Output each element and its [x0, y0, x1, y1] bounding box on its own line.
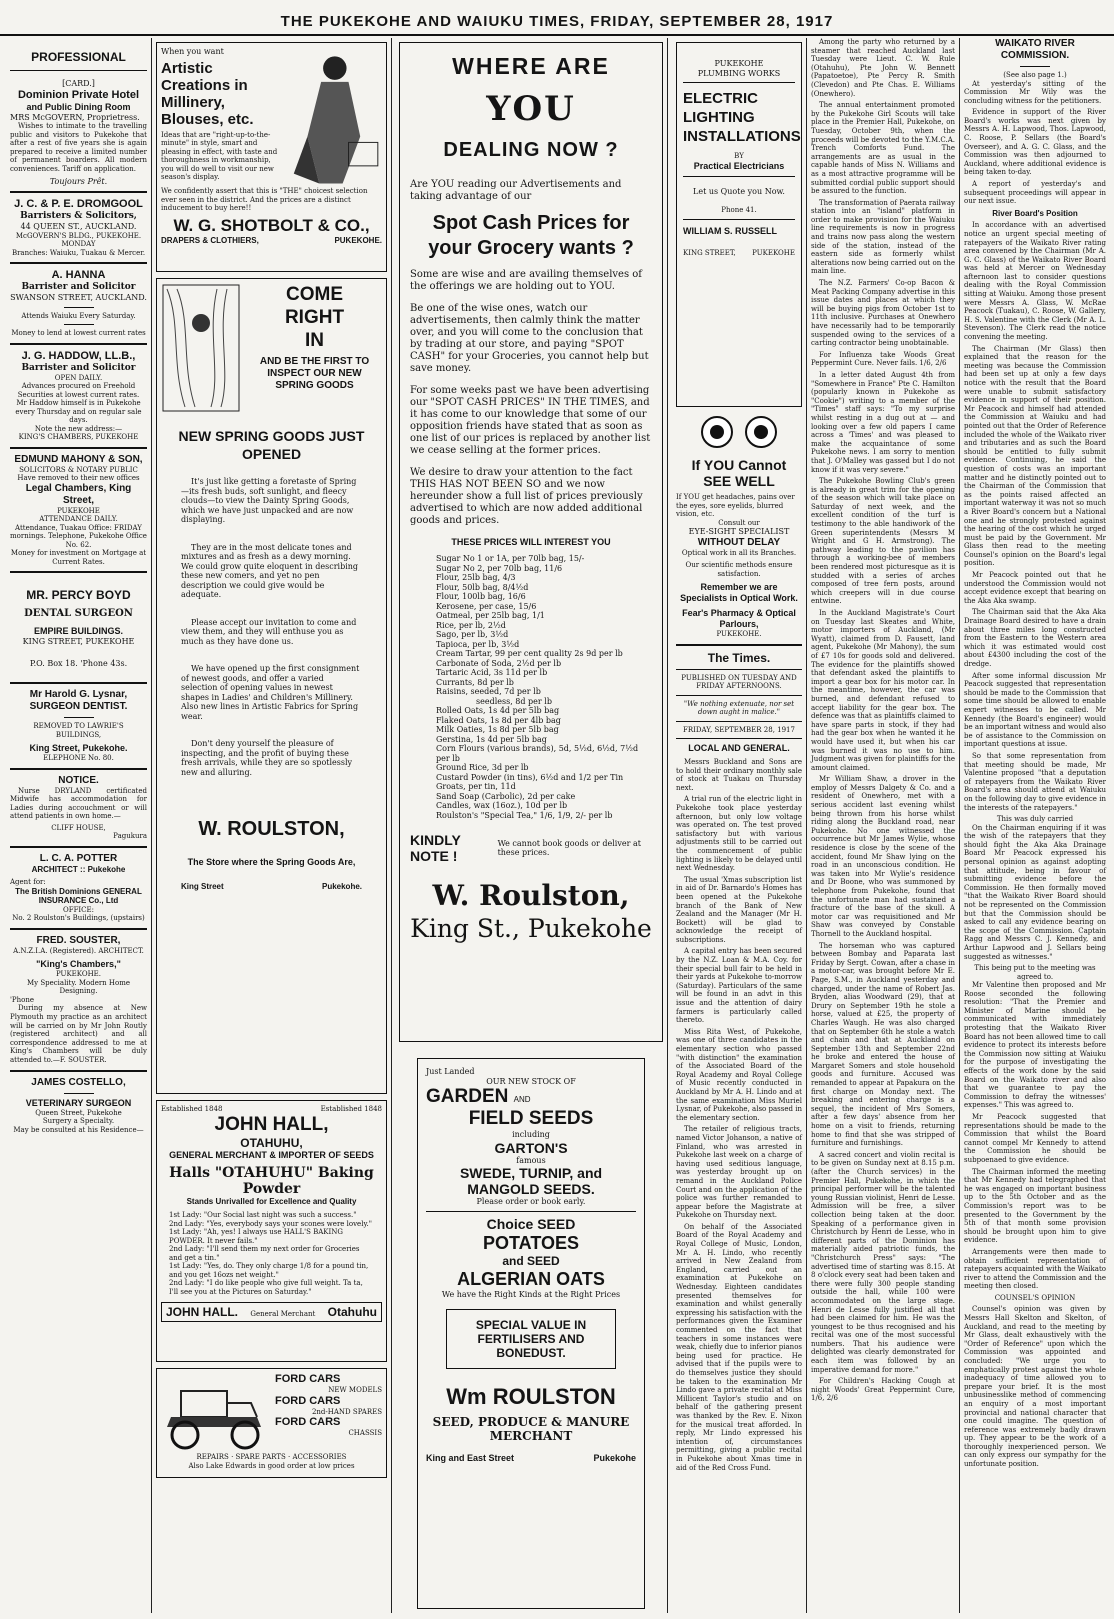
card-line: "King's Chambers," [36, 959, 121, 970]
advert-line: Remember we are Specialists in Optical Work. [680, 582, 798, 603]
car-illustration [161, 1373, 271, 1453]
curtain-illustration [161, 283, 241, 413]
footer-right: Otahuhu [327, 1305, 377, 1319]
ford-cars-label: FORD CARS [275, 1416, 341, 1428]
card-line: OFFICE: [62, 905, 95, 914]
advert-title: ELECTRIC LIGHTING INSTALLATIONS [683, 90, 801, 145]
plumbing-advert [676, 42, 802, 407]
card-line: Mr Haddow himself is in Pukekohe every Thursday and on regular sale days. [15, 399, 142, 425]
news-paragraph: Among the party who returned by a steamer that reached Auckland last Tuesday were Lieut. C. W. Rule (Otahuhu), Pte John W. Bennett (Papatoetoe), Pte Percy R. Smith (Clevedon) and Pte Chas. E. Williams (Onewhero). [811, 38, 955, 98]
dialogue-line: 2nd Lady: "Yes, everybody says your scones were lovely." [169, 1219, 372, 1228]
card-line: EMPIRE BUILDINGS. [33, 626, 123, 637]
news-paragraph: Mr Peacock pointed out that he understood the Commission would not accept evidence except that bearing on the Aka Aka swamp. [964, 571, 1106, 605]
advert-subheading: AND BE THE FIRST TO INSPECT OUR NEW SPRING GOODS [259, 356, 370, 391]
advert-product: Halls "OTAHUHU" Baking Powder [169, 1164, 374, 1197]
advert-sub: Practical Electricians [693, 160, 785, 171]
card-name: Mr Harold G. Lysnar, [29, 689, 128, 701]
ford-cars-label: FORD CARS [275, 1373, 341, 1385]
advert-line: BY [734, 152, 744, 160]
advert-tagline: Stands Unrivalled for Excellence and Quality [186, 1196, 357, 1206]
eyesight-advert [676, 415, 802, 639]
ford-note: CHASSIS [348, 1429, 382, 1437]
card-name: FRED. SOUSTER, [36, 934, 121, 946]
price-item: Cream Tartar, 99 per cent quality 2s 9d per lb [436, 649, 623, 658]
card-line: 'Phone [10, 995, 35, 1004]
news-paragraph: Evidence in support of the River Board's works was next given by Messrs A. H. Lapwood, Thos. Lapwood, C. Roose, P. Sellars (the Board's Overseer), and A. G. C. Glass, and the Commission was then adjourned to Auckland, where additional evidence is being taken to-day. [964, 108, 1106, 177]
masthead: THE PUKEKOHE AND WAIUKU TIMES, FRIDAY, SEPTEMBER 28, 1917 [0, 0, 1114, 36]
card-line: Advances procured on Freehold Securities at lowest current rates. [17, 382, 140, 399]
eye-icon [700, 415, 734, 449]
lady-illustration [284, 47, 382, 187]
price-item: Milk Oaties, 1s 8d per 5lb bag [436, 725, 559, 734]
kindly-note: KINDLY NOTE ! [410, 832, 461, 864]
advert-line: Optical work in all its Branches. [681, 548, 797, 557]
card-line: Attendance, Tuakau Office: FRIDAY mornings. Telephone, Pukekohe Office No. 62. [10, 523, 147, 549]
advert-text: Ideas that are "right-up-to-the-minute" in style, smart and pleasing in effect, with taste and thoroughness in workmanship, you will do well to visit our new season's display. [161, 130, 278, 181]
times-pub: PUBLISHED ON TUESDAY AND FRIDAY AFTERNOONS. [681, 673, 797, 690]
card-line: ELEPHONE No. 80. [43, 754, 114, 763]
section-heading: LOCAL AND GENERAL. [688, 743, 790, 753]
news-paragraph: Counsel's opinion was given by Messrs Hall Skelton and Skelton, of Auckland, and read to the meeting by Mr Glass, dealt exhaustively with the "Order of Reference" upon which the Commission was appointed and concluded: "We urge you to emphatically protest against the whole inadequacy of time allowed you to prepare your brief. It is the most unbusinesslike method of commencing an enquiry of a most important provincial and national character that one could imagine. The question of reference was extremely badly drawn up. They appear to be the work of a thoroughly inexperienced person. We can only express our sympathy for the unfortunate position. [964, 1305, 1106, 1469]
card-haddow [10, 350, 147, 442]
ford-cars-advert [156, 1368, 387, 1478]
advert-heading: and SEED [502, 1253, 560, 1268]
advert-heading: ALGERIAN OATS [457, 1268, 605, 1289]
price-item: Oatmeal, per 25lb bag, 1/1 [436, 611, 545, 620]
news-paragraph: At yesterday's sitting of the Commission Mr Wily was the concluding witness for the petitioners. [964, 79, 1106, 105]
card-line: Money to lend at lowest current rates [11, 329, 146, 338]
card-line: May be consulted at his Residence— [13, 1125, 144, 1134]
card-potter [10, 853, 147, 923]
price-item: Flour, 50lb bag, 8/4½d [436, 582, 529, 592]
card-name: J. G. HADDOW, LL.B., [21, 349, 136, 362]
card-line: No. 2 Roulston's Buildings, (upstairs) [12, 914, 145, 923]
card-line: MONDAY [61, 240, 96, 249]
news-paragraph: After some informal discussion Mr Peacock suggested that representation should be made to the Commission that some time should be allowed to enable expert witnesses to be called. Mr Kennedy (the Board's engineer) would be an important witness and would also be of assistance to the Commission on important questions at issue. [964, 671, 1106, 749]
price-item: Carbonate of Soda, 2½d per lb [436, 658, 562, 668]
card-line: KING STREET, PUKEKOHE [22, 637, 135, 647]
card-notice [10, 775, 147, 841]
advert-heading: YOU [486, 89, 576, 129]
dialogue-line: 2nd Lady: "I'll send them my next order for Groceries and get a tin." [169, 1245, 360, 1262]
card-costello [10, 1077, 147, 1135]
advert-firm: W. G. SHOTBOLT & CO., [173, 215, 370, 235]
news-paragraph: This was duly carried [996, 815, 1074, 824]
card-sub: and Public Dining Room [26, 101, 131, 112]
times-date: FRIDAY, SEPTEMBER 28, 1917 [683, 725, 795, 734]
advert-paragraph: We have opened up the first consignment of newest goods, and offer a varied selection of opening values in newest shapes in Ladies' and Children's Millinery. Also new lines in Artistic Fabrics for Spring wear. [181, 664, 360, 721]
news-paragraph: Mr Peacock suggested that representations should be made to the Commission that whilst the Board cannot compel Mr Kennedy to attend the Commission he should be subpoenaed to give evidence. [964, 1113, 1106, 1164]
dialogue-line: 1st Lady: "Yes, do. They only charge 1/8 for a pound tin, and you get 16ozs net weight." [169, 1262, 369, 1279]
eye-icon [744, 415, 778, 449]
price-item: Sago, per lb, 3½d [436, 630, 509, 639]
advert-intro: When you want [161, 47, 224, 56]
advert-heading: Choice SEED [486, 1215, 576, 1232]
advert-right: PUKEKOHE [752, 248, 795, 257]
price-item: Sand Soap (Carbolic), 2d per cake [436, 791, 576, 801]
article-note: (See also page 1.) [1003, 71, 1067, 79]
card-line: McGOVERN'S BLDG., PUKEKOHE. [15, 231, 142, 240]
price-item: Corn Flours (various brands), 5d, 5½d, 6½d, 7½d per lb [436, 744, 639, 763]
advert-paragraph: Don't deny yourself the pleasure of inspecting, and the profit of buying these fresh arrivals, while they are so spotlessly new and alluring. [181, 739, 353, 777]
advert-heading: GARTON'S [494, 1139, 568, 1156]
advert-line: Consult our [718, 518, 760, 527]
card-dromgool [10, 198, 147, 257]
footer-mid: General Merchant [250, 1310, 316, 1318]
card-line: CLIFF HOUSE, [51, 823, 106, 832]
card-text: Wishes to intimate to the travelling public and visitors to Pukekohe that after a rest of five years she is again prepared to receive a limited number of permanent boarders. All modern conveniences. Tariff on application. [10, 122, 147, 173]
advert-left: King and East Street [426, 1453, 515, 1463]
ford-note: NEW MODELS [328, 1386, 382, 1394]
advert-line: Our scientific methods ensure satisfaction. [685, 561, 793, 578]
card-addr: 44 QUEEN ST., AUCKLAND. [20, 222, 137, 232]
card-line: My Speciality. Modern Home Designing. [26, 978, 131, 996]
price-item: Sugar No 1 or 1A, per 70lb bag, 15/- [436, 554, 585, 563]
card-line: Branches: Waiuku, Tuakau & Mercer. [11, 248, 146, 257]
advert-heading: FIELD SEEDS [468, 1108, 594, 1129]
advert-column-3 [395, 38, 668, 1613]
advert-title: If YOU Cannot SEE WELL [691, 457, 787, 489]
article-subheading: COUNSEL'S OPINION [994, 1293, 1076, 1302]
special-value-box: SPECIAL VALUE IN FERTILISERS AND BONEDUST. [446, 1309, 616, 1369]
card-name: J. C. & P. E. DROMGOOL [14, 198, 143, 211]
card-line: The British Dominions GENERAL INSURANCE Co., Ltd [15, 886, 142, 906]
card-line: Queen Street, Pukekohe [35, 1108, 122, 1117]
card-line: REMOVED TO LAWRIE'S BUILDINGS, [33, 722, 124, 739]
card-prop: MRS McGOVERN, Proprietress. [10, 112, 140, 122]
price-item: Roulston's "Special Tea," 1/6, 1/9, 2/- per lb [436, 810, 613, 820]
price-item: Currants, 8d per lb [436, 677, 514, 687]
card-role: Barrister and Solicitor [21, 282, 136, 293]
news-paragraph: In accordance with an advertised notice an urgent special meeting of ratepayers of the Waikato River rating area convened by the Chairman (Mr A. G. C. Glass) of the Waikato River Board was held at Mercer on Wednesday afternoon last to consider questions dealing with the Royal Commission sitting at Waiuku. Among those present were Messrs A. Glass, W. McRae Peacock (Tuakau), C. Roose, W. Gallery, H. S. Valentine with the Clerk (Mr A. L. Stevenson). The Clerk read the notice convening the meeting. [964, 221, 1106, 342]
shotbolt-advert [156, 42, 387, 272]
card-lysnar [10, 689, 147, 763]
price-item: Sugar No 2, per 70lb bag, 11/6 [436, 563, 563, 573]
card-souster [10, 935, 147, 1065]
card-line: PUKEKOHE. [55, 970, 102, 979]
news-paragraph: Miss Rita West, of Pukekohe, was one of three candidates in the elementary section who passed "with distinction" the examination of the Associated Board of the Royal Academy and Royal College of Music recently conducted in Auckland by Mr A. H. Lindo and at the same examination Miss Muriel Lysnar, of Pukekohe, also passed in the elementary section. [676, 1027, 802, 1122]
card-line: Agent for: [10, 878, 46, 887]
news-paragraph: In the Auckland Magistrate's Court on Tuesday last Skeates and White, motor importers of Auckland, (Mr Wyatt), claimed from D. Fausett, land agent, Pukekohe (Mr Mahony), the sum of £7 10s for goods sold and delivered. The evidence for the plaintiffs showed that defendant asked the plaintiffs to import a gear box for his motor car. In the meantime, however, the car was burned, and defendant refused to accept liability for the gear box. The defence was that as plaintiffs claimed to have spare parts in stock, if they had had the gear box when he wanted it he would have used it, but when his car was burned it was no use to him. Judgment was given for plaintiffs for the amount claimed. [811, 609, 955, 772]
news-paragraph: Arrangements were then made to obtain sufficient representation of ratepayers acquainted with the Waikato river to attend the Commission and the meeting then closed. [964, 1247, 1106, 1291]
card-name: MR. PERCY BOYD [26, 588, 131, 603]
advert-place: King St., Pukekohe [410, 914, 652, 943]
spot-cash-advert [399, 42, 663, 1042]
advert-paragraph: They are in the most delicate tones and mixtures and as fresh as a dewy morning. We could grow quite eloquent in describing these new comers, and yet no pen description we could give would be adequate. [181, 542, 359, 599]
news-paragraph: On the Chairman enquiring if it was the wish of the ratepayers that they should fight the Aka Aka Drainage Board Mr Peacock expressed his personal opinion as against adopting that attitude, being in favour of submitting evidence before the Commission. He then formally moved "that the Waikato River Board should not be represented on the Commission but that the Commission should be asked to call any evidence bearing on the scope of the Commission. Captain Ragg and Messrs C. J. Kennedy, and Arthur Lapwood and J. Sellars being suggested as witnesses." [964, 823, 1106, 961]
advert-firm: JOHN HALL, [214, 1113, 329, 1135]
price-item: Custard Powder (in tins), 6½d and 1/2 per Tin [436, 772, 624, 782]
advert-left: KING STREET, [683, 248, 736, 257]
advert-line: WITHOUT DELAY [697, 536, 781, 548]
card-line: P.O. Box 18. 'Phone 43s. [29, 658, 128, 668]
ford-note: 2nd-HAND SPARES [311, 1407, 382, 1416]
news-column-6 [960, 38, 1110, 1613]
dialogue [161, 1211, 382, 1296]
advert-line: Let us Quote you Now. [693, 186, 785, 196]
john-hall-advert [156, 1100, 387, 1362]
advert-left: King Street [181, 882, 224, 891]
card-line: King Street, Pukekohe. [29, 743, 128, 754]
advert-intro: Just Landed [426, 1067, 475, 1076]
card-line: Money for investment on Mortgage at Current Rates. [10, 549, 147, 566]
advert-line: EYE-SIGHT SPECIALIST [688, 527, 790, 536]
local-and-general [676, 743, 802, 1472]
advert-text: If YOU get headaches, pains over the eyes, sore eyelids, blurred vision, etc. [676, 493, 795, 518]
advert-line: Please order or book early. [476, 1197, 586, 1206]
advert-paragraph: Be one of the wise ones, watch our advertisements, then calmly think the matter over, and you will come to the conclusion that by trading at our store, and paying "SPOT CASH" for your Groceries, you cannot help but save money. [410, 303, 649, 374]
dialogue-line: 1st Lady: "Ah, yes! I always use HALL'S BAKING POWDER. It never fails." [169, 1228, 344, 1245]
advert-text: We confidently assert that this is "THE" choicest selection ever seen in the district. And the prices are a distinct inducement to buy here!! [161, 187, 368, 212]
news-paragraph: The Pukekohe Bowling Club's green is already in great trim for the opening of the season which will take place on Saturday of next week, and the excellent condition of the turf is testimony to the able handiwork of the Green superintendents (Messrs M Wright and G H. Armstrong). The pathway leading to the pavilion has through a working-bee of members been rendered most picturesque as it is studded with a series of arches composed of tree fern posts, around which creepers will in due course entwine. [811, 477, 955, 606]
advert-firm: Wm ROULSTON [446, 1384, 616, 1409]
advert-line: Phone 41. [721, 206, 757, 214]
advert-line: OUR NEW STOCK OF [486, 1076, 576, 1086]
advert-title: Artistic Creations in Millinery, Blouses, etc. [161, 59, 254, 128]
card-hotel [10, 79, 147, 186]
news-paragraph: The retailer of religious tracts, named Victor Johanson, a native of Finland, who was arrested in Pukekohe last week on a charge of having used seditious language, was yesterday brought up on remand in the Auckland Police Court and on the application of the police was further remanded to appear before the Magistrate at Pukekohe on Thursday next. [676, 1125, 802, 1220]
advert-heading: SWEDE, TURNIP, and MANGOLD SEEDS. [459, 1165, 603, 1197]
advert-firm: WILLIAM S. RUSSELL [683, 225, 777, 236]
est-left: Established 1848 [161, 1105, 223, 1113]
times-masthead [676, 651, 802, 740]
card-line: Attends Waiuku Every Saturday. [21, 311, 136, 320]
advert-firm: W. Roulston, [432, 879, 630, 912]
card-line: Legal Chambers, King Street, [25, 482, 132, 506]
advert-paragraph: We desire to draw your attention to the fact THIS HAS NOT BEEN SO and we now hereunder show a full list of prices previously advertised to which are now added additional goods and prices. [410, 467, 643, 526]
news-paragraph: On behalf of the Associated Board of the Royal Academy and Royal College of Music, London, Mr A. H. Lindo, who recently arrived in New Zealand from England, carried out an examination at Pukekohe on Wednesday. Eighteen candidates presented themselves for examination and whilst generally expressing his satisfaction with the performances given the Examiner commented on the fact that teachers in some instances were weak, chiefly due to inferior pianos being used for practice. He advised that if the pupils were to do themselves justice they should be taken to the examination Mr Lindo gave a private recital at Miss Millicent Taylor's studio and on behalf of the gathering present was thanked by the Rev. E. Nixon for the musical treat afforded. In reply, Mr Lindo expressed his intention of, circumstances permitting, giving a public recital in Pukekohe about Xmas time in aid of the Red Cross Fund. [676, 1222, 802, 1472]
price-item: Kerosene, per case, 15/6 [436, 601, 537, 611]
est-right: Established 1848 [320, 1105, 382, 1113]
card-role: SURGEON DENTIST. [29, 701, 128, 713]
advert-heading: POTATOES [482, 1232, 579, 1253]
news-paragraph: Mr William Shaw, a drover in the employ of Messrs Dalgety & Co. and a resident of Onewhero, met with a serious accident last evening whilst being thrown from his horse whilst riding along the Buckland road, near Pukekohe. No one witnessed the occurrence but Mr James Wylie, whose residence is close by the scene of the accident, found Mr Shaw lying on the road in an unconscious condition. He was taken into Mr Wylie's residence and Dr Boone, who was summoned by telephone from Pukekohe, found that the unfortunate man had sustained a fracture of the base of the skull. A motor car was requisitioned and Mr Shaw was conveyed by Constable Thornell to the Auckland hospital. [811, 775, 955, 938]
ford-cars-label: FORD CARS [275, 1394, 341, 1407]
price-item: Tartaric Acid, 3s 11d per lb [436, 668, 548, 677]
card-name: EDMUND MAHONY & SON, [14, 453, 143, 465]
advert-heading: RIGHT [284, 307, 345, 328]
price-item: Flour, 25lb bag, 4/3 [436, 573, 516, 582]
news-paragraph: The Chairman said that the Aka Aka Drainage Board desired to have a drain about three miles long constructed from the Eastern to the Western area which it was estimated would cost about £4300 including the cost of the dredge. [964, 608, 1106, 668]
advert-line: famous [516, 1155, 546, 1165]
card-hanna [10, 269, 147, 338]
card-role: DENTAL SURGEON [24, 608, 133, 620]
card-text: During my absence at New Plymouth my practice as an architect will be carried on by Mr John Routly (registered architect) and all correspondence addressed to me at King's Chambers will be duly attended to.—F. SOUSTER. [10, 1004, 147, 1064]
news-paragraph: The horseman who was captured between Bombay and Paparata last Friday by Sergt. Cowan, after a chase in a motor-car, was brought before Mr E. Page, S.M., in Auckland yesterday and charged, under the name of Robert Jas. Bryden, alias Woodward (29), that at Drury on September 19th he stole a horse, valued at £25, the property of Charles Waugh. He was also charged that on September 6th he stole a watch and chain and that at Auckland on September 13th and September 22nd he broke and entered the house of Margaret Somers and stole household goods and furniture. Accused was remanded to appear at Papakura on the first charge on Monday next. The breaking and entering charge is a sequel, the incident of Mrs Somers, after a few days' absence from her home on a visit to friends, returning home to find that she was stripped of furniture and furnishings. [811, 941, 955, 1148]
advert-line: PLUMBING WORKS [697, 68, 781, 78]
news-paragraph: The annual entertainment promoted by the Pukekohe Girl Scouts will take place in the Premier Hall, Pukekohe, on Tuesday, October 9th, when the proceeds will be devoted to the Y.M.C.A. Trench Comforts Fund. The arrangements are as usual in the capable hands of Miss N. Williams and as a most attractive programme will be submitted cordial public support should be assured to the function. [811, 101, 955, 196]
advert-role: SEED, PRODUCE & MANURE MERCHANT [432, 1415, 630, 1443]
news-paragraph: For Influenza take Woods Great Peppermint Cure. Never fails. 1/6, 2/6 [811, 350, 955, 368]
card-line: Surgery a Specialty. [42, 1117, 115, 1126]
price-item: Ground Rice, 3d per lb [436, 763, 529, 772]
price-item: Rolled Oats, 1s 4d per 5lb bag [436, 706, 560, 715]
card-line: PUKEKOHE [57, 506, 100, 515]
advert-heading: COME [286, 284, 343, 305]
news-paragraph: The transformation of Paerata railway station into an "island" platform in order to make provision for the Waiuku line requirements is now in progress and trains now pass along the western side of the station, instead of the eastern side as formerly whilst alterations now being carried out on the main line. [811, 198, 955, 276]
card-name: A. HANNA [51, 269, 106, 282]
advert-right: Pukekohe. [321, 882, 362, 891]
advert-paragraph: Some are wise and are availing themselves of the offerings we are holding out to YOU. [410, 269, 642, 292]
professional-column [6, 38, 152, 1613]
card-role: A.N.Z.I.A. (Registered). ARCHITECT. [13, 946, 144, 955]
card-line: KING'S CHAMBERS, PUKEKOHE [18, 433, 139, 442]
card-role: SOLICITORS & NOTARY PUBLIC [19, 465, 138, 474]
price-item: Flour, 100lb bag, 16/6 [436, 592, 526, 601]
dialogue-line: 2nd Lady: "I do like people who give full weight. Ta ta, I'll see you at the Pictures on Saturday." [169, 1279, 363, 1296]
advert-heading: GARDEN [426, 1086, 509, 1107]
advert-heading: IN [305, 330, 324, 351]
advert-heading: DEALING NOW ? [443, 139, 619, 161]
advert-place: OTAHUHU, [240, 1135, 303, 1150]
card-line: OPEN DAILY. [54, 373, 103, 382]
price-item: Flaked Oats, 1s 8d per 4lb bag [436, 715, 561, 725]
ford-footer: Also Lake Edwards in good order at low prices [188, 1461, 355, 1470]
price-list-heading: THESE PRICES WILL INTEREST YOU [451, 537, 611, 547]
advert-tagline: The Store where the Spring Goods Are, [187, 857, 356, 867]
times-motto: "We nothing extenuate, nor set down aught in malice." [683, 699, 795, 716]
footer-left: JOHN HALL. [166, 1305, 238, 1319]
price-item: seedless, 8d per lb [476, 696, 552, 706]
advert-role: GENERAL MERCHANT & IMPORTER OF SEEDS [169, 1149, 374, 1160]
price-item: Gerstina, 1s 4d per 5lb bag [436, 734, 547, 744]
advert-right: Pukekohe [593, 1453, 636, 1463]
news-paragraph: In a letter dated August 4th from "Somewhere in France" Pte C. Hamilton (popularly known in Pukekohe as "Cookie") writing to a member of the "Times" staff says: "To my surprise whilst resting in a dug out at — and looking over a few old papers I came across a 'Times' and was pleased to make the acquaintance of some Pukekohe news. I am sorry to mention that J. O'Malley was gassed but I do not know if it was very severe." [811, 370, 955, 474]
advert-line: We have the Right Kinds at the Right Prices [441, 1289, 621, 1299]
card-text: Nurse DRYLAND certificated Midwife has accommodation for Ladies during accouchment or will attend patients in own home.— [10, 786, 147, 821]
card-role: ARCHITECT :: Pukekohe [31, 864, 126, 874]
professional-heading: PROFESSIONAL [10, 38, 147, 71]
roulston-spring-advert [156, 278, 387, 1094]
times-title: The Times. [707, 650, 771, 665]
advert-column-2 [152, 38, 392, 1613]
card-sign: Toujours Prêt. [49, 176, 108, 186]
price-item: Rice, per lb, 2½d [436, 620, 506, 630]
news-paragraph: Mr Valentine then proposed and Mr Roose seconded the following resolution: "That the Premier and Minister of Marine should be communicated with immediately protesting that the Waikato River Board has not been allowed time to call evidence to protect its interests before the Commission now sitting at Waiuku for the purpose of investigating the effects of the work done by the said Board on the Waikato river and also that we guarantee to pay the Commission to defray the witnesses' expenses." This was agreed to. [964, 981, 1106, 1110]
news-paragraph: A report of yesterday's and subsequent proceedings will appear in our next issue. [964, 180, 1106, 206]
card-boyd [10, 578, 147, 668]
advert-intro: Are YOU reading our Advertisements and taking advantage of our [410, 179, 622, 202]
news-paragraph: A sacred concert and violin recital is to be given on Sunday next at 8.15 p.m. (after the Church services) in the Premier Hall, Pukekohe, in which the principal performer will be the talented young Russian violinist, Henri de Lesse. Admission will be free, a silver collection being taken at the door. Speaking of a performance given in Christchurch by Henri de Lesse, who in different parts of the Dominion has materially aided patriotic funds, the "Christchurch Press" says: "The advertised time of starting was 8.15. At 8 o'clock every seat had been taken and there were fully 300 people standing outside the hall, while 100 were accommodated on the large stage. Henri de Lesse fully justified all that had been claimed for him. He was the youngest to be thus recognised and his recital was one of the most successful numbers. That his audience were delighted was clearly demonstrated for each item was followed by an imperative demand for more." [811, 1150, 955, 1374]
card-line: ATTENDANCE DAILY. [39, 515, 118, 524]
card-name: Dominion Private Hotel [17, 88, 140, 101]
news-paragraph: The Chairman informed the meeting that Mr Kennedy had telegraphed that he was engaged on important business up to the 5th October and as the Commission's report was to be presented to the Government by the 5th of that month some provision should be brought upon him to give evidence. [964, 1167, 1106, 1245]
news-paragraph: The usual 'Xmas subscription list in aid of Dr. Barnardo's Homes has been opened at the Pukekohe branch of the Bank of New Zealand and the Manager (Mr H. Bockett) will be glad to acknowledge the receipt of subscriptions. [676, 875, 802, 944]
card-role: Barristers & Solicitors, [20, 211, 137, 222]
advert-title: NEW SPRING GOODS JUST OPENED [178, 428, 365, 462]
price-item: Raisins, seeded, 7d per lb [436, 687, 541, 696]
advert-and: AND [513, 1095, 531, 1104]
advert-place: PUKEKOHE. [716, 630, 762, 638]
advert-paragraph: It's just like getting a foretaste of Spring —its fresh buds, soft sunlight, and fleecy clouds—to view the Dainty Spring Goods, which we have just unpacked and are now displaying. [181, 477, 357, 524]
advert-firm: Fear's Pharmacy & Optical Parlours, [682, 608, 796, 629]
kindly-text: We cannot book goods or deliver at these prices. [497, 838, 641, 857]
news-paragraph: A trial run of the electric light in Pukekohe took place yesterday afternoon, but only low voltage was operated on. The test proved satisfactory but with various adjustments still to be carried out the commencement of public lighting is likely to be delayed until next Wednesday. [676, 795, 802, 873]
column-4 [672, 38, 807, 1613]
news-paragraph: The Chairman (Mr Glass) then explained that the reason for the meeting was because the Commission had been set up at only a few days notice with the result that the Board were unable to submit satisfactory evidence in support of their position. Mr Peacock and himself had attended the Commission at Waiuku and had pointed out that the Order of Reference included the whole of the Waikato river and tributaries and as such the Board should be entitled to fully submit evidence. Continuing, he said the question of costs was an important matter and he distinctly pointed out to the Chairman of the Commission that as the points raised affected an important waterway it was not so much a River Board's concern but a National one and he strongly protested against the hearing of the cost which he urged must be paid by the Government. Mr Glass then read to the meeting Counsel's opinion on the Board's legal position. [964, 344, 1106, 568]
advert-left: DRAPERS & CLOTHIERS, [161, 235, 259, 245]
price-item: Groats, per tin, 11d [436, 782, 516, 791]
advert-line: including [512, 1130, 550, 1139]
price-item: Tapioca, per lb, 3½d [436, 639, 520, 649]
news-column-5 [807, 38, 960, 1613]
card-addr: SWANSON STREET, AUCKLAND. [10, 293, 147, 303]
advert-title: Spot Cash Prices for your Grocery wants ? [428, 212, 634, 259]
card-role: Barrister and Solicitor [21, 362, 136, 373]
price-list [410, 554, 652, 820]
news-paragraph: So that some representation from that meeting should be made, Mr Valentine proposed "that a deputation of ratepayers from the Waikato River Board's area should attend at Waiuku on the following day to give evidence in the interests of the ratepayers." [964, 751, 1106, 812]
advert-right: PUKEKOHE. [334, 235, 382, 245]
news-paragraph: For Children's Hacking Cough at night Woods' Great Peppermint Cure, 1/6, 2/6 [811, 1377, 955, 1403]
card-name: L. C. A. POTTER [39, 852, 118, 864]
price-item: Candles, wax (16oz.), 10d per lb [436, 801, 568, 810]
article-subheading: River Board's Position [992, 208, 1078, 218]
card-name: NOTICE. [58, 774, 99, 786]
news-paragraph: Messrs Buckland and Sons are to hold their ordinary monthly sale of stock at Tuakau on Thursday next. [676, 758, 802, 792]
advert-line: PUKEKOHE [714, 59, 764, 68]
news-paragraph: A capital entry has been secured by the N.Z. Loan & M.A. Coy. for their special bull fair to be held in their yards at Pukekohe to-morrow (Saturday). Particulars of the same will be found in an advt in this issue and the attention of dairy farmers is particularly called thereto. [676, 947, 802, 1025]
card-name: JAMES COSTELLO, [31, 1076, 126, 1088]
advert-paragraph: Please accept our invitation to come and view them, and they will enthuse you as much as they have done us. [181, 617, 357, 646]
card-line: Pagukura [113, 832, 147, 841]
news-paragraph: The N.Z. Farmers' Co-op Bacon & Meat Packing Company advertise in this issue dates and places at which they will be buying pigs from October 1st to 11th inclusive. Purchases at Onewhero have necessarily had to be temporarily suspended owing to the services of a carting contractor being unobtainable. [811, 279, 955, 348]
news-paragraph: This being put to the meeting was agreed to. [974, 964, 1096, 981]
seeds-advert [417, 1058, 645, 1609]
article-title: WAIKATO RIVER COMMISSION. [995, 38, 1075, 61]
card-role: VETERINARY SURGEON [25, 1097, 132, 1108]
dialogue-line: 1st Lady: "Our Social last night was such a success." [169, 1211, 357, 1219]
card-line: Have removed to their new offices [17, 474, 140, 483]
advert-heading: WHERE ARE [452, 53, 610, 79]
card-tag: [CARD.] [62, 79, 95, 88]
advert-firm: W. ROULSTON, [198, 818, 345, 840]
card-mahony [10, 454, 147, 567]
card-line: Note the new address:— [34, 424, 123, 433]
ford-footer: REPAIRS · SPARE PARTS · ACCESSORIES [196, 1453, 347, 1461]
advert-paragraph: For some weeks past we have been advertising our "SPOT CASH PRICES" IN THE TIMES, and it has come to our knowledge that some of our opposition friends have stated that as soon as one list of our prices is replaced by another list we cease selling at the former prices. [410, 385, 651, 456]
